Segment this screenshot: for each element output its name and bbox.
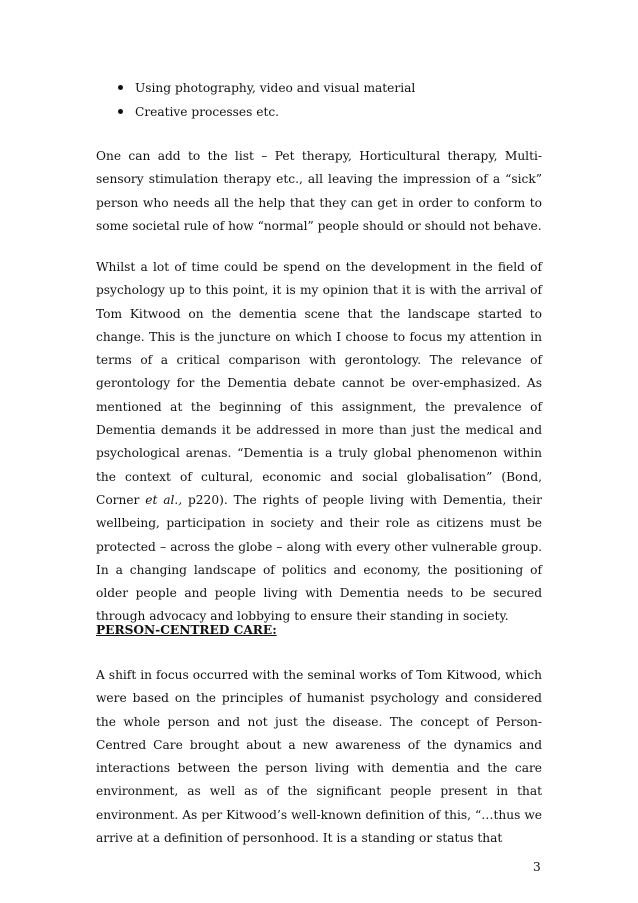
citation-et-al: et al.,	[145, 492, 183, 507]
bullet-list	[118, 76, 538, 124]
paragraph-person-centred-care: A shift in focus occurred with the seminal works of Tom Kitwood, which were based on the principles of humanist psychology and considered the whole person and not just the disease. The concept of Person-Centred Care brought about a new awareness of the dynamics and interactions between the person living with dementia and the care environment, as well as of the significant people present in that environment. As per Kitwood’s well-known definition of this, “…thus we arrive at a definition of personhood. It is a standing or status that	[96, 668, 542, 846]
paragraph-therapies: One can add to the list – Pet therapy, Horticultural therapy, Multi-sensory stimulation therapy etc., all leaving the impression of a “sick” person who needs all the help that they can get in order to conform to some societal rule of how “normal” people should or should not behave.	[96, 149, 542, 233]
section-heading: PERSON-CENTRED CARE:	[96, 623, 277, 637]
paragraph-text: Whilst a lot of time could be spend on the development in the field of psychology up to this point, it is my opinion that it is with the arrival of Tom Kitwood on the dementia scene that the landscape started to change. This is the juncture on which I choose to focus my attention in terms of a critical comparison with gerontology. The relevance of gerontology for the Dementia debate cannot be over-emphasized. As mentioned at the beginning of this assignment, the prevalence of Dementia demands it be addressed in more than just the medical and psychological arenas. “Dementia is a truly global phenomenon within the context of cultural, economic and social globalisation” (Bond, Corner	[96, 260, 542, 507]
paragraph-kitwood-arrival	[96, 256, 542, 629]
list-item: Creative processes etc.	[118, 100, 538, 124]
page-number: 3	[533, 860, 541, 874]
list-item: Using photography, video and visual material	[118, 76, 538, 100]
paragraph-text: p220). The rights of people living with Dementia, their wellbeing, participation in society and their role as citizens must be protected – across the globe – along with every other vulnerable group. In a changing landscape of politics and economy, the positioning of older people and people living with Dementia needs to be secured through advocacy and lobbying to ensure their standing in society.	[96, 492, 542, 624]
